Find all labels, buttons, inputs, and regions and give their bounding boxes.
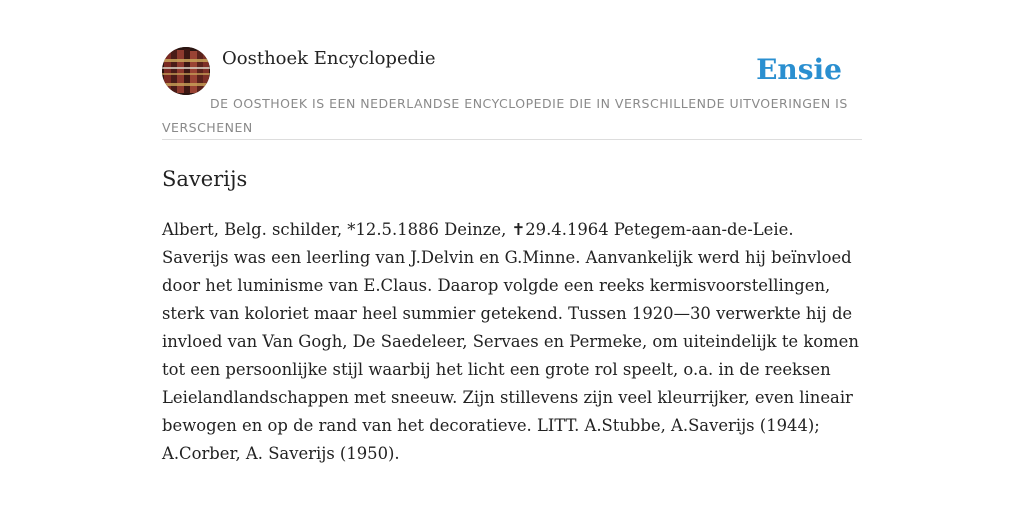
ensie-logo-link[interactable]: Ensie — [756, 53, 842, 86]
site-header — [162, 46, 862, 140]
site-title[interactable]: Oosthoek Encyclopedie — [222, 48, 436, 69]
entry-title: Saverijs — [162, 167, 248, 191]
site-tagline: DE OOSTHOEK IS EEN NEDERLANDSE ENCYCLOPEDIE DIE IN VERSCHILLENDE UITVOERINGEN IS VERSCHENEN — [162, 96, 848, 135]
encyclopedia-books-icon[interactable] — [162, 47, 210, 95]
entry-body: Albert, Belg. schilder, *12.5.1886 Deinze, ✝29.4.1964 Petegem-aan-de-Leie. Saverijs was een leerling van J.Delvin en G.Minne. Aanvankelijk werd hij beïnvloed door het luminisme van E.Claus. Daarop volgde een reeks kermisvoorstellingen, sterk van koloriet maar heel summier getekend. Tussen 1920—30 verwerkte hij de invloed van Van Gogh, De Saedeleer, Servaes en Permeke, om uiteindelijk te komen tot een persoonlijke stijl waarbij het licht een grote rol speelt, o.a. in de reeksen Leielandlandschappen met sneeuw. Zijn stillevens zijn veel kleurrijker, even lineair bewogen en op de rand van het decoratieve. LITT. A.Stubbe, A.Saverijs (1944); A.Corber, A. Saverijs (1950). — [162, 220, 859, 463]
